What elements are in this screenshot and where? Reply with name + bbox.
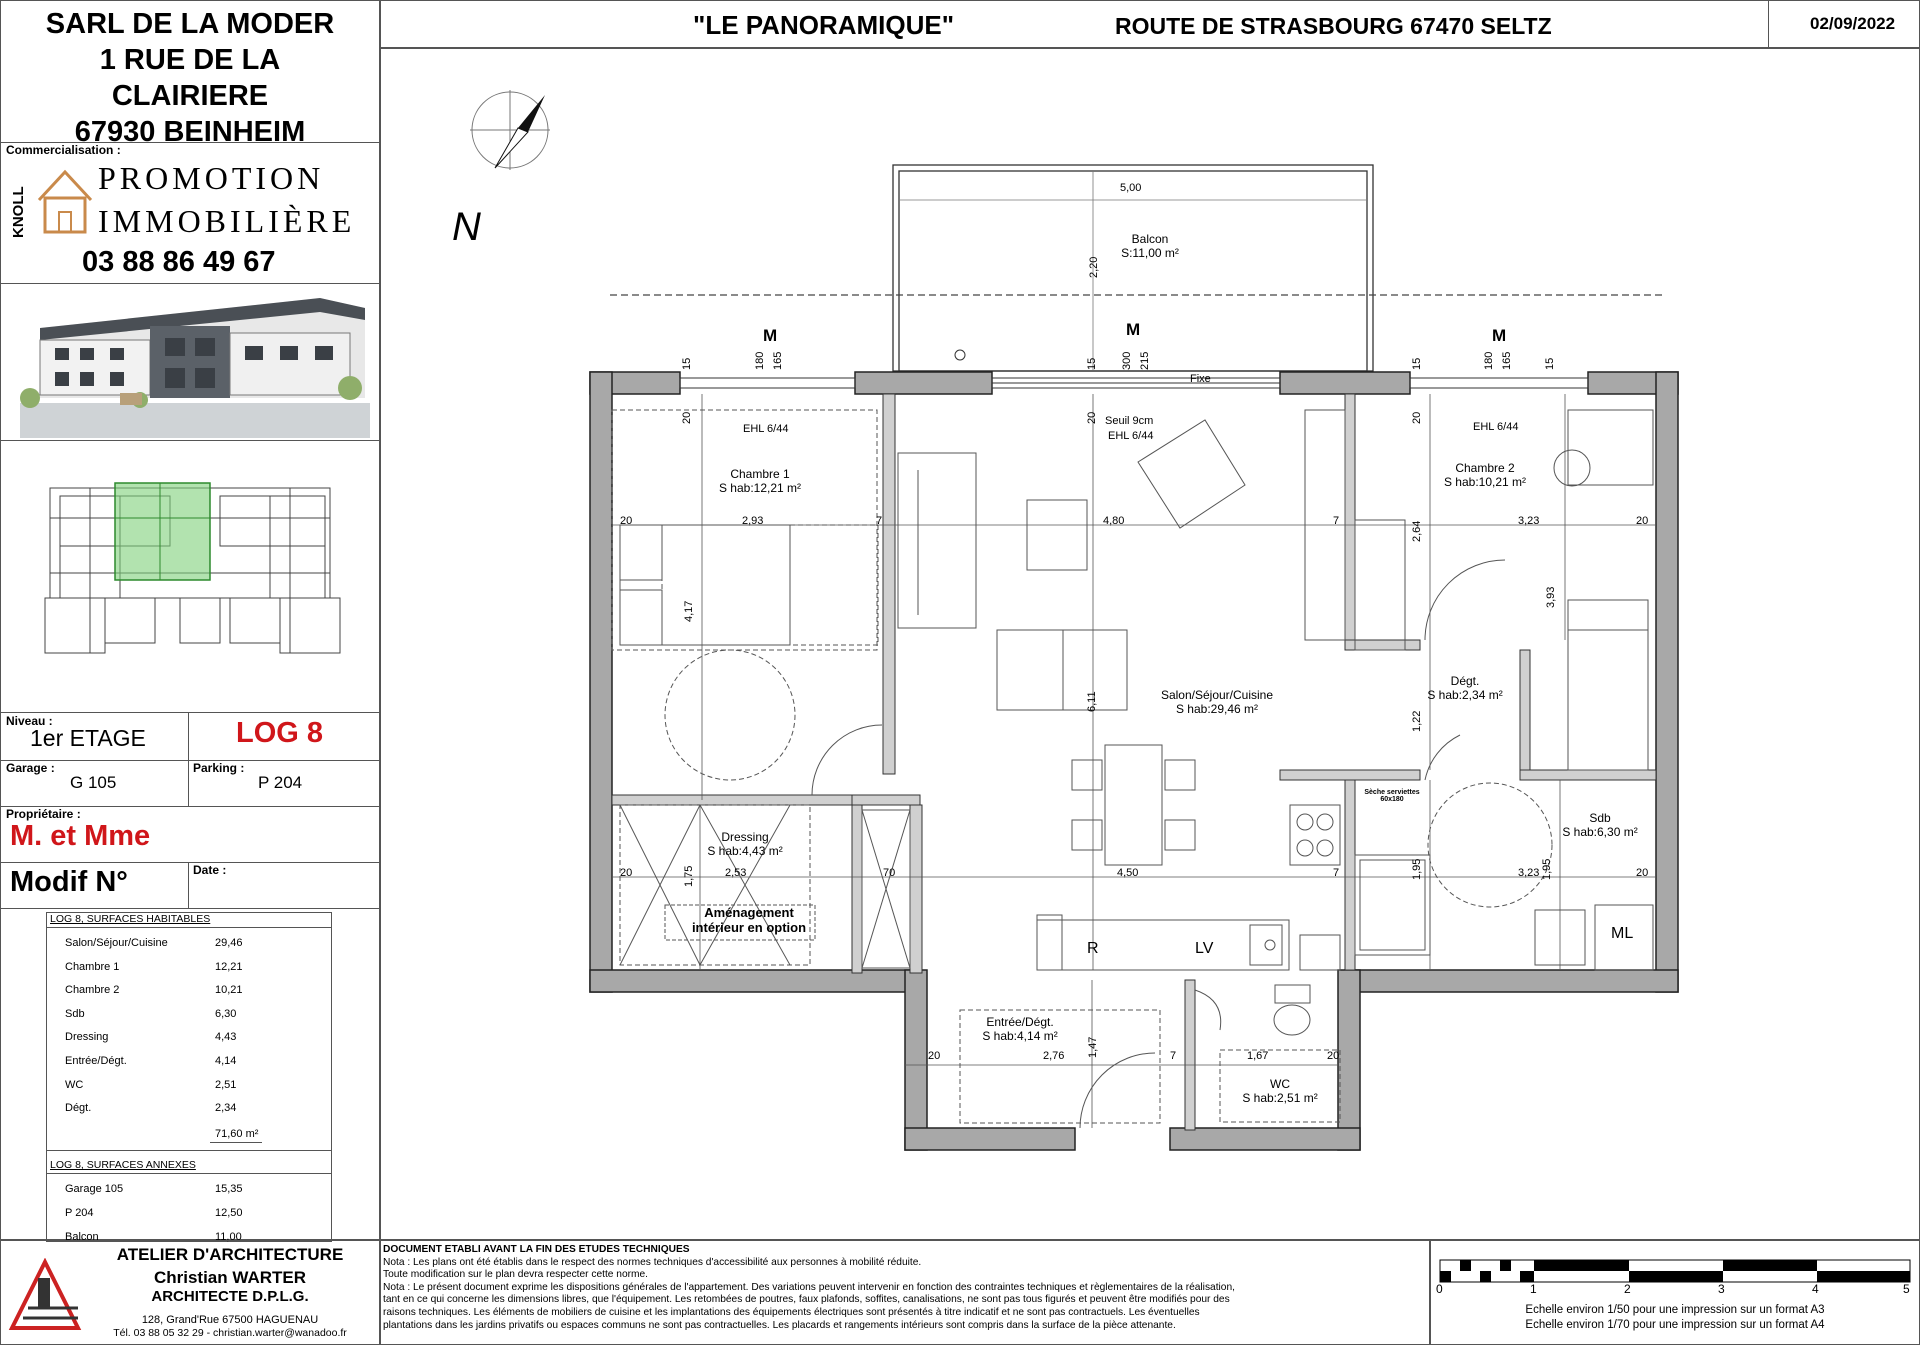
dim-147: 1,47 (1087, 1036, 1099, 1058)
notes-line-6: plantations dans les jardins privatifs ou espaces communs ne sont pas contractuelles. Les placards et rangements intérieurs sont compris dans la surface de la pièce attenante. (383, 1319, 1176, 1331)
surface-value: 29,46 (215, 937, 243, 949)
dim-balcon-depth: 2,20 (1088, 256, 1100, 278)
room-sdb (1562, 811, 1637, 839)
windows (680, 378, 1588, 388)
dim-20-e: 20 (928, 1050, 941, 1062)
divider (0, 862, 380, 863)
surface-name: Garage 105 (65, 1183, 124, 1195)
wc-name: WC (1270, 1077, 1290, 1091)
divider (0, 283, 380, 284)
dim-323-a: 3,23 (1518, 515, 1540, 527)
surface-name: Salon/Séjour/Cuisine (65, 937, 168, 949)
dim-20-b: 20 (1636, 515, 1649, 527)
proprietaire-value: M. et Mme (10, 820, 151, 852)
company-block (0, 6, 380, 150)
company-line-1: SARL DE LA MODER (45, 8, 335, 40)
scale-tick-2: 2 (1624, 1282, 1631, 1296)
scale-tick-4: 4 (1812, 1282, 1819, 1296)
divider (0, 712, 380, 713)
garage-label: Garage : (6, 761, 55, 775)
entree-area: S hab:4,14 m² (982, 1029, 1058, 1043)
dim-balcon-width: 5,00 (1120, 182, 1142, 194)
dim-293: 2,93 (742, 515, 764, 527)
surface-row (65, 937, 325, 949)
garage-value: G 105 (70, 773, 117, 792)
dim-20-h: 20 (1086, 411, 1098, 424)
section-mark-1: M (763, 326, 778, 345)
surfaces-hab-title: LOG 8, SURFACES HABITABLES (50, 913, 211, 925)
divider (0, 760, 380, 761)
company-line-4: 67930 BEINHEIM (74, 116, 306, 148)
balcon-name: Balcon (1131, 232, 1169, 246)
surface-row (65, 984, 325, 996)
degt-area: S hab:2,34 m² (1427, 688, 1503, 702)
dressing-area: S hab:4,43 m² (707, 844, 783, 858)
surface-name: Balcon (65, 1231, 99, 1243)
fridge-label: R (1087, 940, 1099, 957)
surface-row (65, 1008, 325, 1020)
dim-611: 6,11 (1086, 691, 1098, 712)
dishwasher-label: LV (1195, 940, 1214, 957)
ehl-label-ch1: EHL 6/44 (743, 423, 789, 435)
amenagement-line-2: intérieur en option (691, 920, 807, 935)
dim-15-b: 15 (1086, 357, 1098, 370)
surface-name: Chambre 1 (65, 960, 120, 973)
phone-number: 03 88 86 49 67 (82, 246, 276, 278)
furniture (612, 410, 1653, 1128)
dim-175: 1,75 (683, 865, 695, 887)
dim-7-b: 7 (1333, 515, 1340, 527)
dim-7-d: 7 (1170, 1050, 1177, 1062)
surface-name: Sdb (65, 1007, 85, 1020)
architect-logo (8, 1258, 83, 1333)
dim-20-f: 20 (1327, 1050, 1340, 1062)
surface-row (65, 1055, 325, 1067)
architect-line-3: ARCHITECTE D.P.L.G. (151, 1288, 309, 1305)
surface-value: 6,30 (215, 1007, 237, 1020)
surfaces-ann-title: LOG 8, SURFACES ANNEXES (50, 1159, 196, 1171)
divider (0, 908, 380, 909)
surface-name: Dégt. (65, 1102, 92, 1115)
surface-row (65, 1207, 325, 1219)
brand-line-1: PROMOTION (98, 160, 325, 196)
scale-tick-0: 0 (1436, 1282, 1443, 1296)
seuil-label: Seuil 9cm (1105, 415, 1154, 427)
divider (1768, 0, 1769, 48)
surface-name: P 204 (65, 1207, 94, 1219)
dim-480: 4,80 (1103, 515, 1125, 527)
dim-122: 1,22 (1411, 710, 1423, 732)
commercialisation-label: Commercialisation : (6, 143, 121, 157)
dimension-lines (612, 394, 1656, 1128)
ehl-label-ch2: EHL 6/44 (1473, 421, 1519, 433)
wc-area: S hab:2,51 m² (1242, 1091, 1318, 1105)
balcon-area: S:11,00 m² (1121, 246, 1179, 260)
notes-block (383, 1244, 1428, 1332)
surface-row (65, 1079, 325, 1091)
surface-value: 12,50 (215, 1207, 243, 1219)
proprietaire-label: Propriétaire : (6, 807, 81, 821)
floor-plan (380, 48, 1920, 1240)
entree-name: Entrée/Dégt. (986, 1015, 1054, 1029)
section-mark-2: M (1126, 320, 1141, 339)
balcony-outline (893, 165, 1373, 371)
dim-20-d: 20 (1636, 867, 1649, 879)
project-title: "LE PANORAMIQUE" (693, 10, 955, 40)
surface-row (65, 1183, 325, 1195)
north-label: N (452, 205, 481, 249)
dim-195-b: 1,95 (1541, 858, 1553, 880)
surface-value: 2,34 (215, 1102, 237, 1115)
parking-label: Parking : (193, 761, 245, 775)
scale-line-1: Echelle environ 1/50 pour une impression sur un format A3 (1525, 1304, 1825, 1316)
dim-7-a: 7 (876, 515, 883, 527)
dim-195-a: 1,95 (1411, 858, 1423, 880)
room-wc (1242, 1077, 1317, 1105)
surface-value: 12,21 (215, 960, 243, 973)
surfaces-hab-total: 71,60 m² (215, 1128, 259, 1140)
north-arrow-icon (470, 90, 550, 170)
chambre2-name: Chambre 2 (1455, 461, 1515, 475)
sidebar (0, 0, 380, 1243)
divider (46, 1173, 332, 1174)
dim-15-a: 15 (681, 357, 693, 370)
dim-70: 70 (883, 867, 896, 879)
degt-name: Dégt. (1450, 674, 1480, 688)
dim-264: 2,64 (1411, 520, 1423, 542)
architect-line-2: Christian WARTER (153, 1268, 307, 1287)
room-entree (982, 1015, 1057, 1043)
surface-value: 15,35 (215, 1183, 243, 1195)
dim-180-b: 180 (1483, 351, 1495, 370)
company-line-2: 1 RUE DE LA (99, 44, 281, 76)
surface-row (65, 1031, 325, 1043)
dim-450: 4,50 (1117, 867, 1139, 879)
date-label: Date : (193, 863, 227, 877)
scale-tick-3: 3 (1718, 1282, 1725, 1296)
dim-15-c: 15 (1411, 357, 1423, 370)
surface-value: 4,43 (215, 1031, 237, 1044)
salon-name: Salon/Séjour/Cuisine (1160, 688, 1274, 702)
room-dressing (707, 830, 782, 858)
surface-value: 2,51 (215, 1078, 237, 1091)
washing-machine-label: ML (1611, 925, 1634, 942)
dim-300: 300 (1121, 351, 1133, 370)
scale-tick-1: 1 (1530, 1282, 1537, 1296)
amenagement-line-1: Aménagement (704, 905, 794, 920)
dim-417: 4,17 (683, 600, 695, 622)
surface-value: 4,14 (215, 1055, 237, 1067)
dim-393: 3,93 (1545, 586, 1557, 608)
log-number: LOG 8 (236, 717, 324, 749)
architect-line-4: 128, Grand'Rue 67500 HAGUENAU (141, 1314, 319, 1326)
surface-name: Entrée/Dégt. (65, 1055, 127, 1067)
dim-215: 215 (1139, 351, 1151, 370)
interior-walls (612, 394, 1656, 1130)
dim-20-a: 20 (620, 515, 633, 527)
project-address: ROUTE DE STRASBOURG 67470 SELTZ (1115, 13, 1552, 39)
sdb-name: Sdb (1589, 811, 1611, 825)
dim-165-a: 165 (772, 351, 784, 370)
modif-label: Modif N° (10, 866, 128, 898)
room-chambre1 (719, 467, 801, 495)
room-salon (1161, 688, 1273, 716)
dim-167: 1,67 (1247, 1050, 1269, 1062)
sdb-area: S hab:6,30 m² (1562, 825, 1638, 839)
window-fixe-label: Fixe (1190, 373, 1211, 385)
brand-side-text: KNOLL (10, 186, 27, 238)
room-degt (1427, 674, 1502, 702)
notes-title: DOCUMENT ETABLI AVANT LA FIN DES ETUDES TECHNIQUES (383, 1244, 690, 1255)
dim-20-i: 20 (1411, 411, 1423, 424)
divider (0, 440, 380, 441)
amenagement-note (692, 905, 806, 935)
salon-area: S hab:29,46 m² (1175, 702, 1259, 716)
divider (46, 1150, 332, 1151)
section-mark-3: M (1492, 326, 1507, 345)
room-chambre2 (1444, 461, 1526, 489)
notes-line-2: Toute modification sur le plan devra respecter cette norme. (383, 1269, 649, 1281)
parking-value: P 204 (258, 773, 303, 792)
scale-line-2: Echelle environ 1/70 pour une impression sur un format A4 (1525, 1319, 1825, 1331)
notes-line-1: Nota : Les plans ont été établis dans le respect des normes techniques d'accessibilité aux personnes à mobilité réduite. (383, 1256, 922, 1268)
architect-line-5: Tél. 03 88 05 32 29 - christian.warter@wanadoo.fr (113, 1327, 347, 1339)
seche-serviettes-label (1364, 789, 1419, 803)
building-render-image (20, 288, 370, 438)
surface-name: Chambre 2 (65, 984, 120, 997)
company-line-3: CLAIRIERE (111, 80, 269, 112)
niveau-value: 1er ETAGE (30, 725, 146, 751)
seche-dim: 60x180 (1380, 796, 1404, 803)
key-plan-image (40, 478, 350, 658)
dim-253: 2,53 (725, 867, 747, 879)
dim-323-b: 3,23 (1518, 867, 1540, 879)
notes-line-4: tant en ce qui concerne les dimensions libres, que l'équipement. Les retombées de poutres, faux plafonds, soffites, canalisations, ne sont pas tous figurés et peuvent être modifiés pour des (383, 1294, 1230, 1306)
surface-name: Dressing (65, 1031, 109, 1044)
chambre1-area: S hab:12,21 m² (718, 481, 802, 495)
surface-row (65, 1102, 325, 1114)
room-balcon (1121, 232, 1179, 260)
total-underline (210, 1142, 262, 1143)
surface-row (65, 961, 325, 973)
scale-tick-5: 5 (1903, 1282, 1910, 1296)
notes-line-5: raisons techniques. Les éléments de mobiliers de cuisine et les implantations des équipements électriques sont présentés à titre indicatif et ne sont pas contractuels. Les éventuelles (383, 1306, 1200, 1318)
dim-165-b: 165 (1501, 351, 1513, 370)
dim-276: 2,76 (1043, 1050, 1065, 1062)
brand-line-2: IMMOBILIÈRE (98, 203, 356, 239)
scale-bar (1430, 1240, 1920, 1300)
chambre2-area: S hab:10,21 m² (1443, 475, 1527, 489)
chambre1-name: Chambre 1 (730, 467, 790, 481)
dim-7-c: 7 (1333, 867, 1340, 879)
niveau-label: Niveau : (6, 714, 53, 728)
dim-15-d: 15 (1544, 357, 1556, 370)
divider (46, 927, 332, 928)
architect-line-1: ATELIER D'ARCHITECTURE (116, 1245, 344, 1264)
surface-value: 11,00 (215, 1231, 242, 1243)
brand-house-icon (35, 160, 95, 235)
surface-value: 10,21 (215, 984, 243, 997)
divider (188, 712, 189, 760)
dim-180-a: 180 (754, 351, 766, 370)
ehl-label-salon: EHL 6/44 (1108, 430, 1154, 442)
dressing-name: Dressing (721, 830, 769, 844)
divider (188, 862, 189, 908)
notes-line-3: Nota : Le présent document exprime les dispositions générales de l'appartement. Des variations peuvent intervenir en fonction des contraintes techniques et règlementaires de la réalisation, (383, 1281, 1235, 1293)
divider (188, 760, 189, 806)
dim-20-c: 20 (620, 867, 633, 879)
seche-name: Sèche serviettes (1364, 789, 1420, 796)
dim-20-g: 20 (681, 411, 693, 424)
surface-name: WC (65, 1078, 84, 1091)
plan-date: 02/09/2022 (1810, 14, 1896, 33)
drain-icon (955, 350, 965, 360)
